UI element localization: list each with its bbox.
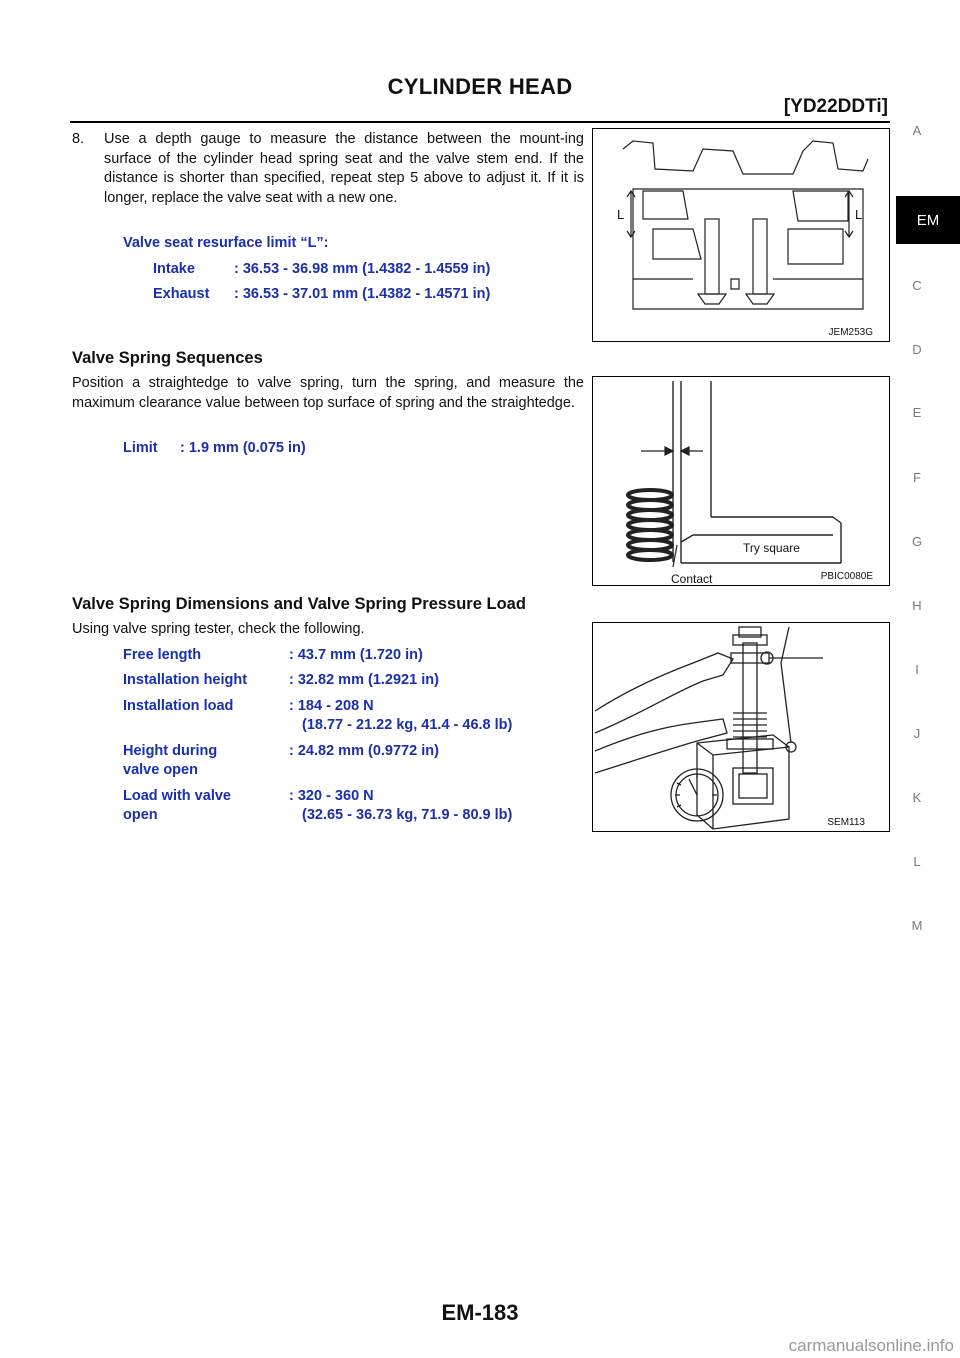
contact-label: Contact (671, 572, 713, 585)
figure-id-jem253g: JEM253G (828, 327, 873, 338)
step-8-text: Use a depth gauge to measure the distance between the mount-ing surface of the cylinder head spring seat and the valve stem end. If the distance is shorter than specified, repeat step 5 above to adjust it. If it is longer, replace the valve seat with a new one. (104, 131, 584, 206)
section-tab-em-active[interactable]: EM (896, 196, 960, 244)
spring-sequences-text: Position a straightedge to valve spring, turn the spring, and measure the maximum clearance value between top surface of spring and the straightedge. (72, 375, 584, 411)
section-index-l[interactable]: L (913, 854, 921, 869)
installation-load-value: : 184 - 208 N (289, 698, 374, 714)
load-valve-open-value: : 320 - 360 N (289, 788, 374, 804)
spring-dimensions-text: Using valve spring tester, check the following. (72, 621, 365, 637)
section-index-k[interactable]: K (912, 790, 922, 805)
section-index-a[interactable]: A (912, 123, 922, 138)
load-valve-open-value-secondary: (32.65 - 36.73 kg, 71.9 - 80.9 lb) (302, 807, 513, 823)
section-index-c[interactable]: C (912, 278, 922, 293)
installation-load-value-secondary: (18.77 - 21.22 kg, 41.4 - 46.8 lb) (302, 717, 513, 733)
figure-cylinder-head (592, 128, 890, 342)
section-index-m[interactable]: M (911, 918, 923, 933)
l-mark-left: L (617, 207, 625, 222)
engine-code: [YD22DDTi] (783, 96, 888, 117)
height-valve-open-label: Height during (123, 743, 218, 759)
page-number: EM-183 (441, 1300, 519, 1325)
section-index-j[interactable]: J (913, 726, 921, 741)
section-index-i[interactable]: I (915, 662, 919, 677)
try-square-drawing (593, 377, 889, 585)
installation-height-label: Installation height (123, 672, 248, 688)
load-valve-open-label-line2: open (123, 807, 158, 823)
figure-spring-try-square (592, 376, 890, 586)
figure-spring-tester (592, 622, 890, 832)
heading-valve-spring-sequences: Valve Spring Sequences (72, 349, 263, 367)
limit-label: Limit (123, 440, 158, 456)
figure-id-sem113: SEM113 (827, 817, 865, 828)
try-square-label: Try square (743, 541, 800, 555)
free-length-label: Free length (123, 647, 202, 663)
heading-valve-spring-dimensions: Valve Spring Dimensions and Valve Spring Pressure Load (72, 595, 526, 613)
cylinder-head-drawing (593, 129, 889, 341)
section-index-f[interactable]: F (913, 470, 921, 485)
section-index-e[interactable]: E (912, 405, 922, 420)
exhaust-value: : 36.53 - 37.01 mm (1.4382 - 1.4571 in) (234, 286, 491, 302)
watermark: carmanualsonline.info (788, 1336, 954, 1355)
step-number: 8. (72, 131, 85, 147)
height-valve-open-label-line2: valve open (123, 762, 198, 778)
spring-tester-drawing (593, 623, 889, 831)
installation-height-value: : 32.82 mm (1.2921 in) (289, 672, 439, 688)
limit-value: : 1.9 mm (0.075 in) (180, 440, 306, 456)
exhaust-label: Exhaust (153, 286, 210, 302)
valve-seat-limit-title: Valve seat resurface limit “L”: (123, 235, 329, 251)
l-mark-right: L (855, 207, 863, 222)
intake-value: : 36.53 - 36.98 mm (1.4382 - 1.4559 in) (234, 261, 491, 277)
page-title: CYLINDER HEAD (387, 74, 573, 99)
section-index-d[interactable]: D (912, 342, 922, 357)
load-valve-open-label: Load with valve (123, 788, 231, 804)
figure-id-pbic0080e: PBIC0080E (820, 571, 873, 582)
header-rule (70, 121, 890, 123)
installation-load-label: Installation load (123, 698, 234, 714)
free-length-value: : 43.7 mm (1.720 in) (289, 647, 423, 663)
section-index-h[interactable]: H (912, 598, 922, 613)
section-index-g[interactable]: G (911, 534, 923, 549)
intake-label: Intake (153, 261, 195, 277)
height-valve-open-value: : 24.82 mm (0.9772 in) (289, 743, 439, 759)
